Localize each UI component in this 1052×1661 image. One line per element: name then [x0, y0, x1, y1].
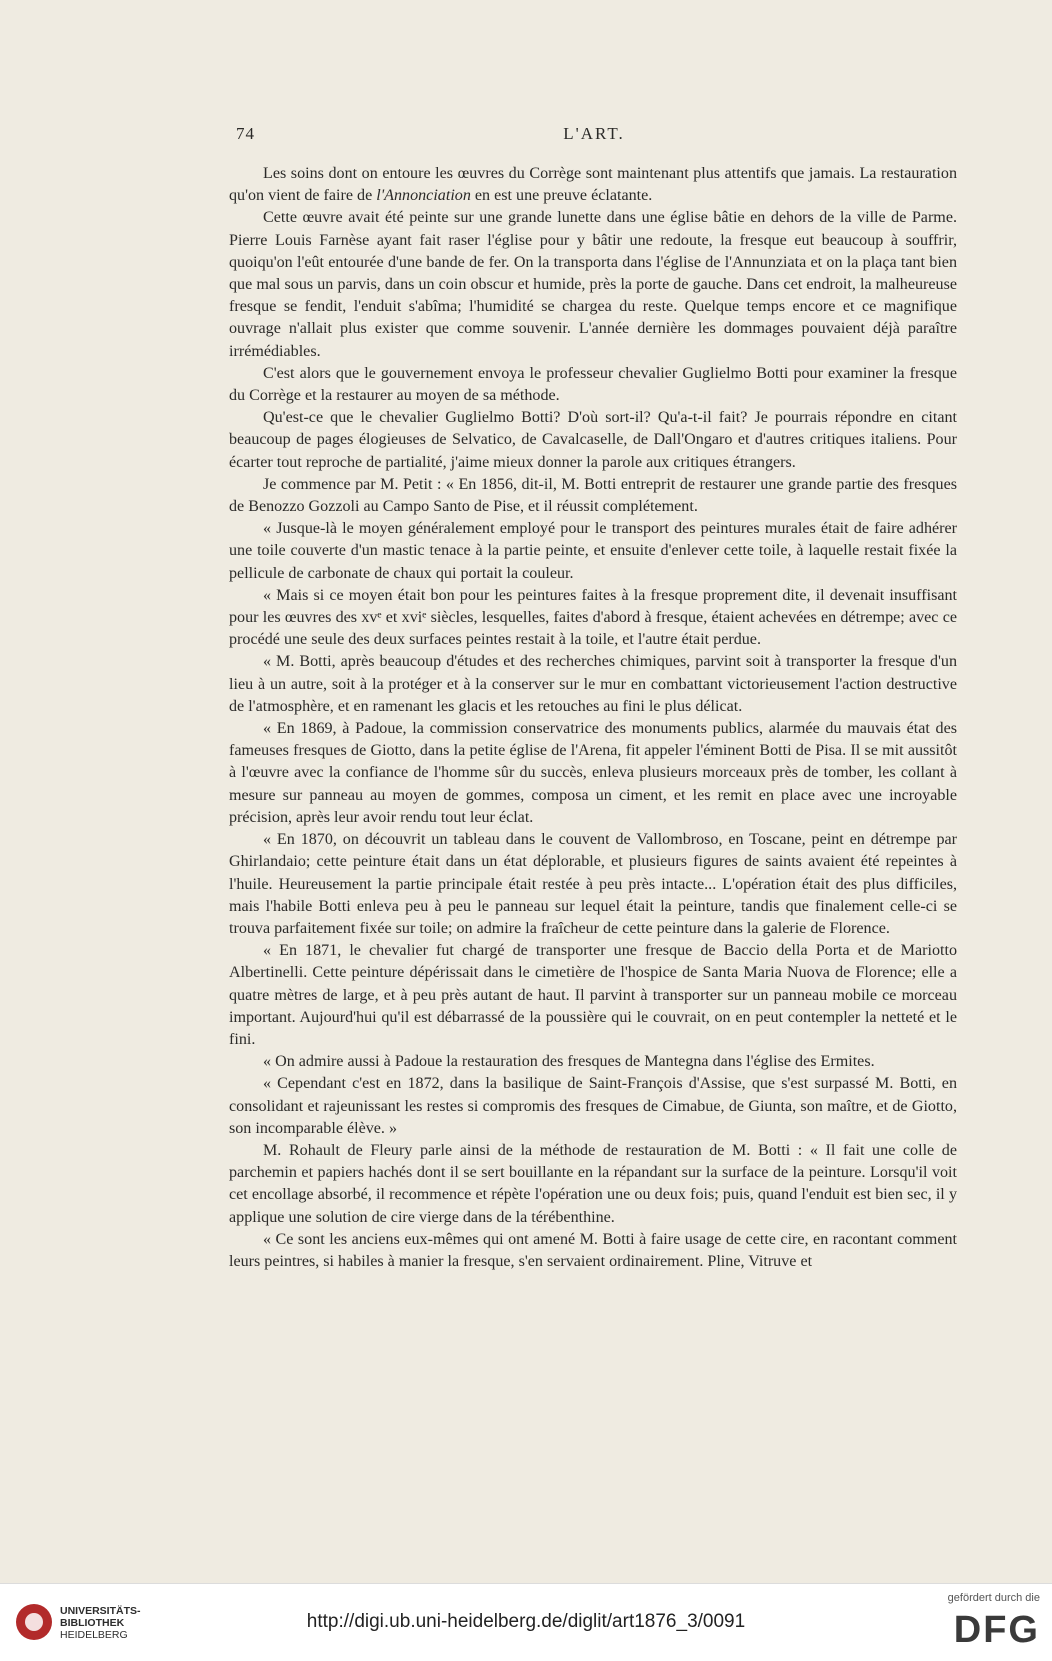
paragraph: [229, 651, 957, 718]
permalink-url[interactable]: http://digi.ub.uni-heidelberg.de/diglit/art1876_3/0091: [306, 1611, 746, 1632]
paragraph-text: M. Rohault de Fleury parle ainsi de la méthode de restauration de M. Botti : « Il fait une colle de parchemin et papiers hachés dont il se sert bouillante en la répandant sur la surface de la peinture. Lorsqu'il voit cet encollage absorbé, il recommence et répète l'opération une ou deux fois; puis, quand l'enduit est bien sec, il y applique une solution de cire vierge dans de la térébenthine.: [229, 1141, 957, 1226]
viewer-footer: [0, 1583, 1052, 1661]
paragraph-text: « En 1871, le chevalier fut chargé de transporter une fresque de Baccio della Porta et de Mariotto Albertinelli. Cette peinture dépérissait dans le cimetière de l'hospice de Santa Maria Nuova de Florence; elle a quatre mètres de large, et à peu près autant de haut. Il parvint à transporter sur un panneau mobile ce morceau important. Aujourd'hui qu'il est débarrassé de la poussière qui le couvrait, on en peut contempler la netteté et le fini.: [229, 942, 957, 1048]
paragraph: [229, 829, 957, 940]
paragraph: [229, 1051, 957, 1073]
page-header: [228, 124, 960, 148]
paragraph-text: Qu'est-ce que le chevalier Guglielmo Botti? D'où sort-il? Qu'a-t-il fait? Je pourrais répondre en citant beaucoup de pages élogieuses de Selvatico, de Cavalcaselle, de Dall'Ongaro et d'autres critiques italiens. Pour écarter tout reproche de partialité, j'aime mieux donner la parole aux critiques étrangers.: [229, 409, 957, 471]
paragraph: [229, 1073, 957, 1140]
paragraph: [229, 407, 957, 474]
paragraph: [229, 1229, 957, 1273]
article-body: [229, 163, 957, 1273]
university-name-line: HEIDELBERG: [60, 1629, 128, 1641]
university-name-line: BIBLIOTHEK: [60, 1617, 125, 1629]
paragraph: [229, 1140, 957, 1229]
paragraph: [229, 474, 957, 518]
paragraph-text: « M. Botti, après beaucoup d'études et des recherches chimiques, parvint soit à transporter la fresque d'un lieu à un autre, soit à la protéger et à la conserver sur le mur en combattant victorieusement l'action destructive de l'atmosphère, et en ramenant les glacis et les retouches au fini le plus délicat.: [229, 653, 957, 715]
paragraph: [229, 207, 957, 362]
paragraph-text: « Mais si ce moyen était bon pour les peintures faites à la fresque proprement dite, il devenait insuffisant pour les œuvres des xvᵉ et xviᵉ siècles, lesquelles, faites d'abord à fresque, étaient achevées en détrempe; avec ce procédé une seule des deux surfaces peintes restait à la toile, et l'autre était perdue.: [229, 586, 957, 649]
paragraph-text: en est une preuve éclatante.: [470, 187, 653, 205]
running-title: L'ART.: [563, 124, 625, 143]
paragraph: [229, 363, 957, 407]
paragraph: [229, 585, 957, 652]
paragraph: [229, 518, 957, 585]
dfg-logo[interactable]: DFG: [953, 1609, 1040, 1651]
paragraph: [229, 940, 957, 1051]
paragraph-text: « On admire aussi à Padoue la restauration des fresques de Mantegna dans l'église des Ermites.: [263, 1053, 875, 1071]
paragraph-text: « Ce sont les anciens eux-mêmes qui ont amené M. Botti à faire usage de cette cire, en racontant comment leurs peintres, si habiles à manier la fresque, s'en servaient ordinairement. Pline, Vitruve et: [229, 1230, 957, 1270]
paragraph-text: Cette œuvre avait été peinte sur une grande lunette dans une église bâtie en dehors de la ville de Parme. Pierre Louis Farnèse ayant fait raser l'église pour y bâtir une redoute, la fresque eut beaucoup à souffrir, quoiqu'on l'eût entourée d'une bande de fer. On la transporta dans l'église de l'Annunziata et on la plaça tant bien que mal sous un parvis, dans un coin obscur et humide, près la porte de gauche. Dans cet endroit, la malheureuse fresque se fendit, l'enduit s'abîma; l'humidité se chargea du reste. Quelque temps encore et ce magnifique ouvrage n'allait plus exister que comme souvenir. L'année dernière les dommages pouvaient déjà paraître irrémédiables.: [229, 209, 957, 360]
paragraph-text: C'est alors que le gouvernement envoya le professeur chevalier Guglielmo Botti pour examiner la fresque du Corrège et la restaurer au moyen de sa méthode.: [229, 364, 957, 405]
paragraph-text: « Jusque-là le moyen généralement employé pour le transport des peintures murales était de faire adhérer une toile couverte d'un mastic tenace à la partie peinte, et ensuite d'enlever cette toile, à laquelle restait fixée la pellicule de carbonate de chaux qui portait la couleur.: [229, 520, 957, 582]
italic-title: l'Annonciation: [376, 187, 471, 205]
paragraph-text: Les soins dont on entoure les œuvres du Corrège sont maintenant plus attentifs que jamais. La restauration qu'on vient de faire de: [229, 165, 957, 205]
page-number: 74: [236, 124, 255, 143]
funding-caption: gefördert durch die: [947, 1592, 1040, 1604]
paragraph: [229, 163, 957, 207]
paragraph: [229, 718, 957, 829]
university-name-line: UNIVERSITÄTS-: [60, 1605, 141, 1617]
paragraph-text: « En 1869, à Padoue, la commission conservatrice des monuments publics, alarmée du mauvais état des fameuses fresques de Giotto, dans la petite église de l'Arena, fit appeler l'éminent Botti de Pisa. Il se mit aussitôt à l'œuvre avec la confiance de l'homme sûr du succès, enleva plusieurs morceaux près de tomber, les collant à mesure sur panneau au moyen de gommes, composa un ciment, et les remit en place avec une incroyable précision, après leur avoir rendu tout leur éclat.: [229, 720, 957, 826]
paragraph-text: « Cependant c'est en 1872, dans la basilique de Saint-François d'Assise, que s'est surpassé M. Botti, en consolidant et rajeunissant les restes si compromis des fresques de Cimabue, de Giunta, son maître, et de Giotto, son incomparable élève. »: [229, 1075, 957, 1137]
funder-block: [920, 1592, 1040, 1650]
paragraph-text: « En 1870, on découvrit un tableau dans le couvent de Vallombroso, en Toscane, peint en détrempe par Ghirlandaio; cette peinture était dans un état déplorable, et plusieurs figures de saints avaient été repeintes à l'huile. Heureusement la partie principale était restée à peu près intacte... L'opération était des plus difficiles, mais l'habile Botti enleva peu à peu le panneau sur lequel était la peinture, tandis que finalement celle-ci se trouva parfaitement fixée sur toile; on admire la fraîcheur de cette peinture dans la galerie de Florence.: [229, 831, 957, 937]
paragraph-text: Je commence par M. Petit : « En 1856, dit-il, M. Botti entreprit de restaurer une grande partie des fresques de Benozzo Gozzoli au Campo Santo de Pise, et il réussit complétement.: [229, 475, 957, 516]
